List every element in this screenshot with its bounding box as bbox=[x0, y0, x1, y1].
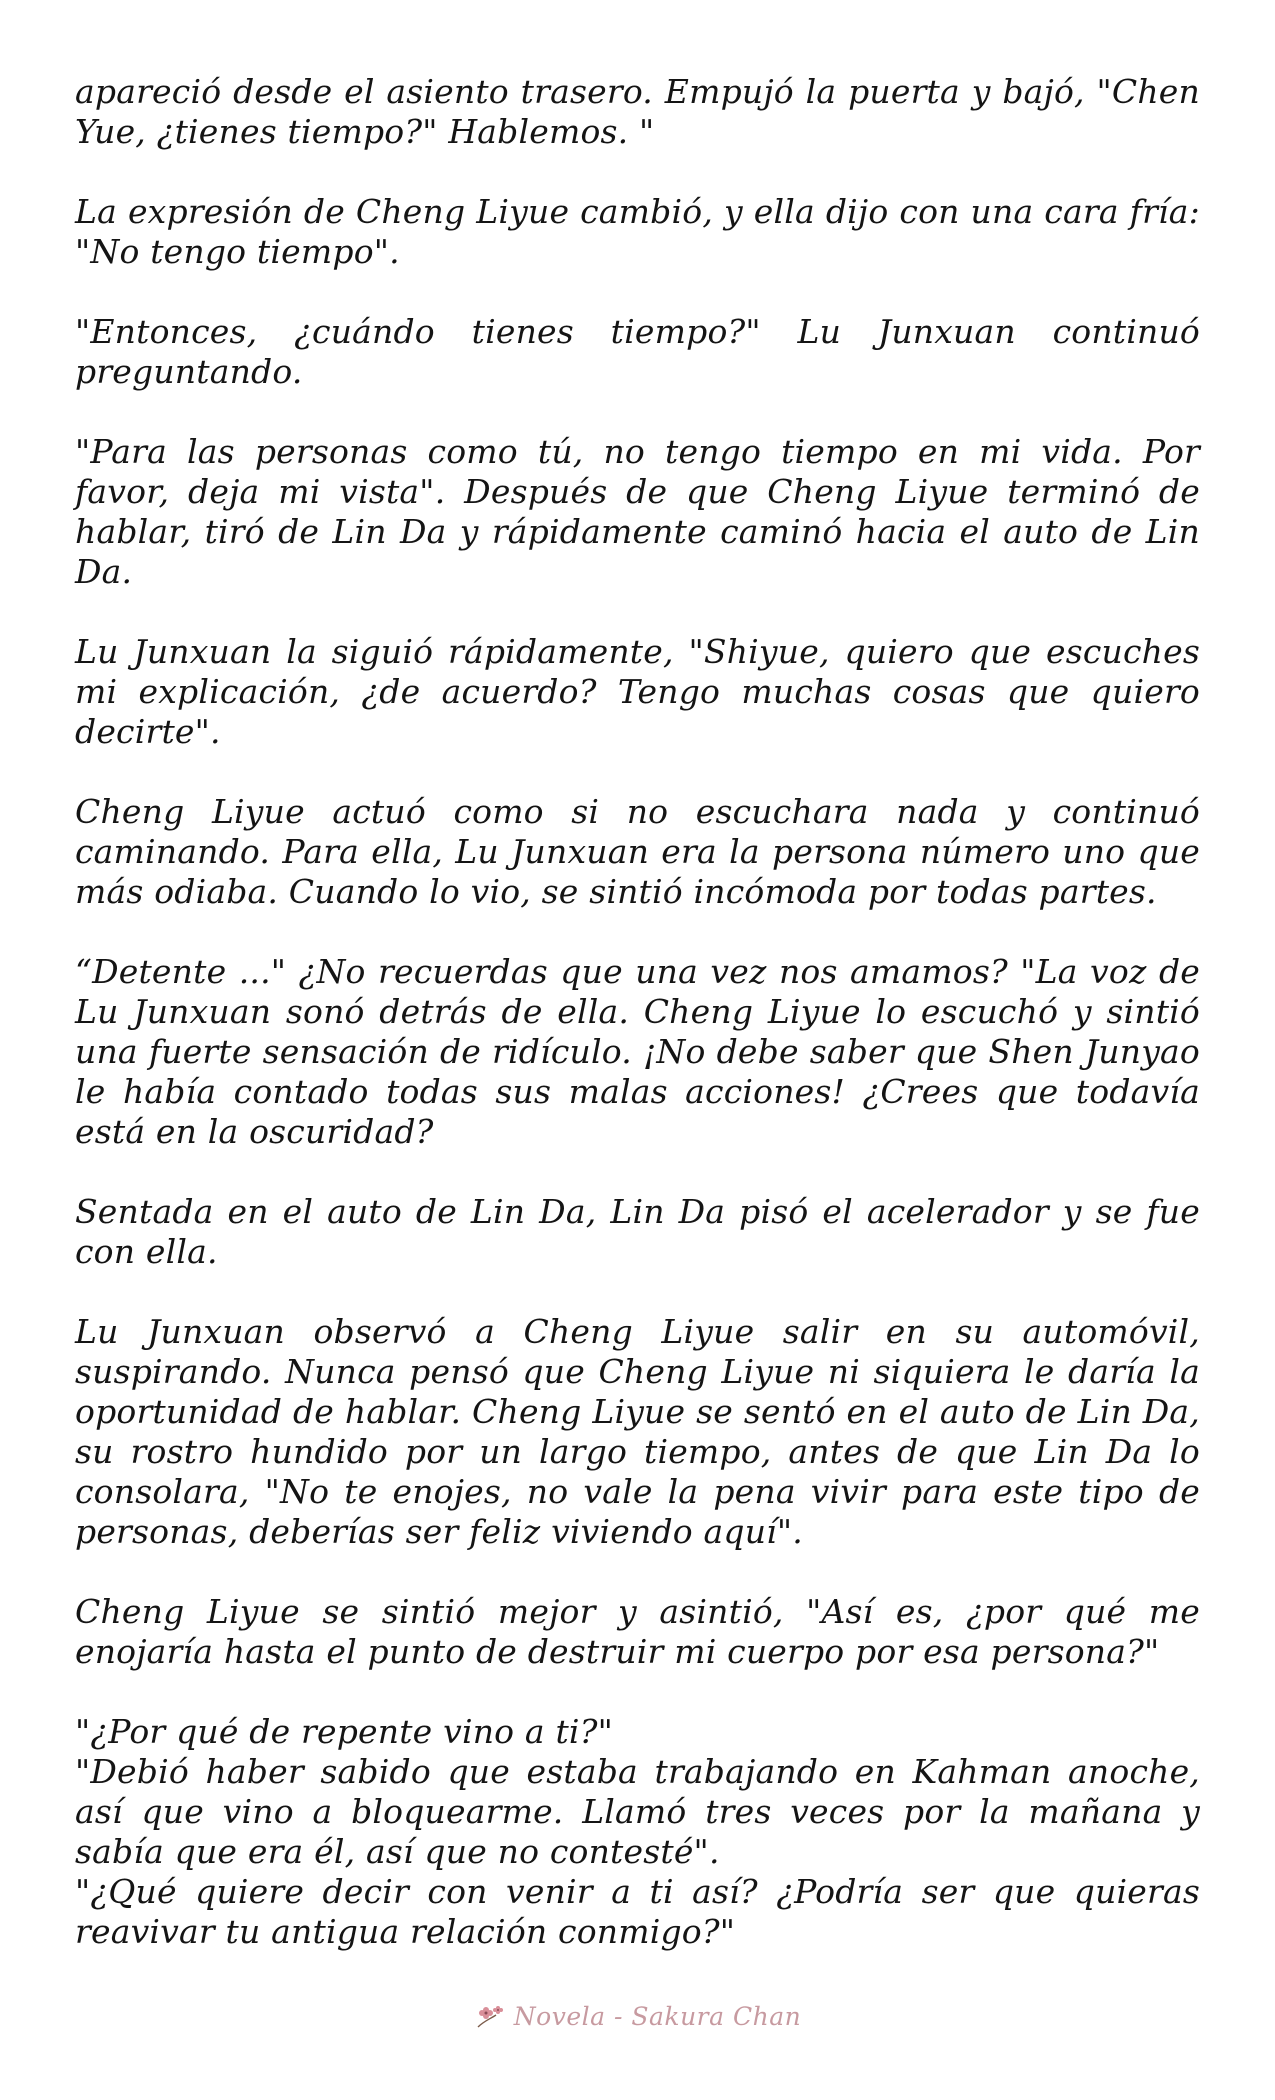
paragraph: La expresión de Cheng Liyue cambió, y ella dijo con una cara fría: "No tengo tiempo". bbox=[75, 192, 1200, 271]
watermark bbox=[474, 2001, 801, 2031]
dialogue-line: "¿Qué quiere decir con venir a ti así? ¿Podría ser que quieras reavivar tu antigua relación conmigo?" bbox=[75, 1872, 1200, 1951]
watermark-text: Novela - Sakura Chan bbox=[513, 2001, 802, 2031]
paragraph: Sentada en el auto de Lin Da, Lin Da pisó el acelerador y se fue con ella. bbox=[75, 1192, 1200, 1271]
sakura-flower-icon bbox=[474, 2001, 508, 2031]
paragraph: Lu Junxuan la siguió rápidamente, "Shiyue, quiero que escuches mi explicación, ¿de acuerdo? Tengo muchas cosas que quiero decirte". bbox=[75, 632, 1200, 751]
document-body bbox=[75, 72, 1200, 1952]
dialogue-line: "¿Por qué de repente vino a ti?" bbox=[75, 1712, 613, 1751]
paragraph: Cheng Liyue se sintió mejor y asintió, "Así es, ¿por qué me enojaría hasta el punto de destruir mi cuerpo por esa persona?" bbox=[75, 1592, 1200, 1671]
paragraph: Lu Junxuan observó a Cheng Liyue salir en su automóvil, suspirando. Nunca pensó que Cheng Liyue ni siquiera le daría la oportunidad de hablar. Cheng Liyue se sentó en el auto de Lin Da, su rostro hundido por un largo tiempo, antes de que Lin Da lo consolara, "No te enojes, no vale la pena vivir para este tipo de personas, deberías ser feliz viviendo aquí". bbox=[75, 1312, 1200, 1551]
paragraph: "Para las personas como tú, no tengo tiempo en mi vida. Por favor, deja mi vista". Después de que Cheng Liyue terminó de hablar, tiró de Lin Da y rápidamente caminó hacia el auto de Lin Da. bbox=[75, 432, 1200, 591]
paragraph: "Entonces, ¿cuándo tienes tiempo?" Lu Junxuan continuó preguntando. bbox=[75, 312, 1200, 391]
footer bbox=[0, 1994, 1275, 2038]
paragraph: Cheng Liyue actuó como si no escuchara nada y continuó caminando. Para ella, Lu Junxuan era la persona número uno que más odiaba. Cuando lo vio, se sintió incómoda por todas partes. bbox=[75, 792, 1200, 911]
paragraph: “Detente ..." ¿No recuerdas que una vez nos amamos? "La voz de Lu Junxuan sonó detrás de ella. Cheng Liyue lo escuchó y sintió una fuerte sensación de ridículo. ¡No debe saber que Shen Junyao le había contado todas sus malas acciones! ¿Crees que todavía está en la oscuridad? bbox=[75, 952, 1200, 1151]
paragraph: apareció desde el asiento trasero. Empujó la puerta y bajó, "Chen Yue, ¿tienes tiempo?" Hablemos. " bbox=[75, 72, 1200, 151]
dialogue-line: "Debió haber sabido que estaba trabajando en Kahman anoche, así que vino a bloquearme. Llamó tres veces por la mañana y sabía que era él, así que no contesté". bbox=[75, 1752, 1200, 1871]
